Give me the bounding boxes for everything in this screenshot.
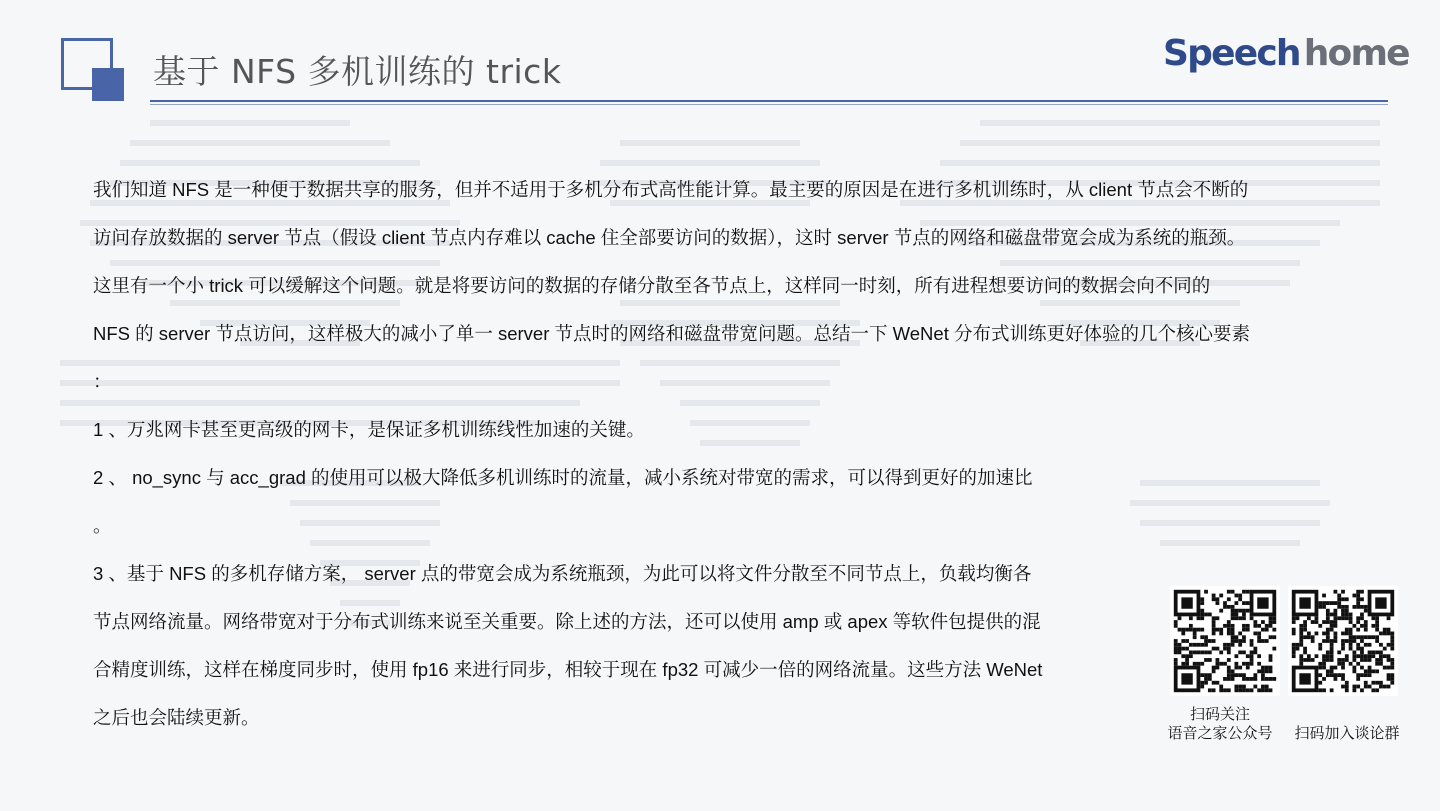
brand-speech: Speech (1163, 33, 1300, 74)
body-line: NFS 的 server 节点访问，这样极大的减小了单一 server 节点时的网络和磁盘带宽问题。总结一下 WeNet 分布式训练更好体验的几个核心要素 (93, 323, 1250, 344)
qr-caption-account: 语音之家公众号 (1167, 725, 1273, 742)
page-title: 基于 NFS 多机训练的 trick (153, 52, 562, 91)
body-line: 1 、万兆网卡甚至更高级的网卡，是保证多机训练线性加速的关键。 (93, 419, 645, 440)
speechhome-logo (1163, 33, 1409, 74)
qr-caption-group: 扫码加入谈论群 (1294, 725, 1400, 742)
qr-code-wechat-account (1170, 586, 1280, 696)
qr-caption-follow: 扫码关注 (1189, 706, 1250, 723)
title-divider (150, 100, 1388, 102)
body-line: 我们知道 NFS 是一种便于数据共享的服务，但并不适用于多机分布式高性能计算。最主要的原因是在进行多机训练时，从 client 节点会不断的 (93, 179, 1249, 200)
body-line: 节点网络流量。网络带宽对于分布式训练来说至关重要。除上述的方法，还可以使用 amp 或 apex 等软件包提供的混 (93, 611, 1041, 632)
body-line: 。 (93, 515, 112, 536)
body-line: 3 、基于 NFS 的多机存储方案， server 点的带宽会成为系统瓶颈，为此可以将文件分散至不同节点上，负载均衡各 (93, 563, 1032, 584)
body-line: 这里有一个小 trick 可以缓解这个问题。就是将要访问的数据的存储分散至各节点上，这样同一时刻，所有进程想要访问的数据会向不同的 (93, 275, 1211, 296)
body-line: 2 、 no_sync 与 acc_grad 的使用可以极大降低多机训练时的流量，减小系统对带宽的需求，可以得到更好的加速比 (93, 467, 1033, 488)
body-line: 访问存放数据的 server 节点（假设 client 节点内存难以 cache 住全部要访问的数据），这时 server 节点的网络和磁盘带宽会成为系统的瓶颈。 (93, 227, 1246, 248)
body-line: 合精度训练，这样在梯度同步时，使用 fp16 来进行同步，相较于现在 fp32 可减少一倍的网络流量。这些方法 WeNet (93, 659, 1043, 680)
body-line: 之后也会陆续更新。 (93, 707, 260, 728)
qr-code-icon (1288, 586, 1398, 696)
qr-code-discussion-group (1288, 586, 1398, 696)
title-divider-thin (150, 104, 1388, 105)
body-text (93, 166, 1343, 742)
body-line: ： (93, 371, 112, 392)
qr-code-icon (1170, 586, 1280, 696)
brand-home: home (1303, 33, 1409, 74)
corner-square-logo (61, 38, 125, 102)
